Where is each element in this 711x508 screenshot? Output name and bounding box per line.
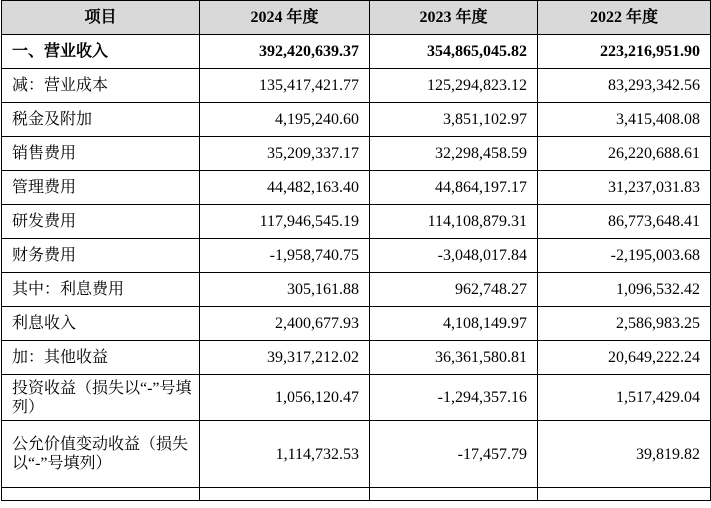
table-row-partial xyxy=(2,488,711,501)
row-label: 投资收益（损失以“-”号填列） xyxy=(2,375,200,421)
value-2024: 1,056,120.47 xyxy=(200,375,370,421)
table-row xyxy=(2,375,711,421)
value-2022: 31,237,031.83 xyxy=(538,171,711,205)
value-2024: 135,417,421.77 xyxy=(200,69,370,103)
row-label: 销售费用 xyxy=(2,137,200,171)
row-label: 其中：利息费用 xyxy=(2,273,200,307)
value-2022: 1,517,429.04 xyxy=(538,375,711,421)
value-2023: -3,048,017.84 xyxy=(370,239,538,273)
value-2024: 39,317,212.02 xyxy=(200,341,370,375)
value-2022: 20,649,222.24 xyxy=(538,341,711,375)
empty-cell xyxy=(370,488,538,501)
row-label: 财务费用 xyxy=(2,239,200,273)
empty-cell xyxy=(2,488,200,501)
row-label: 加：其他收益 xyxy=(2,341,200,375)
value-2022: 1,096,532.42 xyxy=(538,273,711,307)
value-2023: 36,361,580.81 xyxy=(370,341,538,375)
table-row xyxy=(2,239,711,273)
value-2024: 44,482,163.40 xyxy=(200,171,370,205)
value-2024: 305,161.88 xyxy=(200,273,370,307)
value-2022: 39,819.82 xyxy=(538,421,711,488)
value-2024: 392,420,639.37 xyxy=(200,35,370,69)
value-2022: 2,586,983.25 xyxy=(538,307,711,341)
row-label: 利息收入 xyxy=(2,307,200,341)
value-2023: -17,457.79 xyxy=(370,421,538,488)
value-2023: 114,108,879.31 xyxy=(370,205,538,239)
table-row xyxy=(2,421,711,488)
value-2022: 86,773,648.41 xyxy=(538,205,711,239)
value-2024: 2,400,677.93 xyxy=(200,307,370,341)
value-2024: 1,114,732.53 xyxy=(200,421,370,488)
table-row xyxy=(2,205,711,239)
value-2023: 125,294,823.12 xyxy=(370,69,538,103)
row-label: 研发费用 xyxy=(2,205,200,239)
row-label: 减：营业成本 xyxy=(2,69,200,103)
value-2023: 354,865,045.82 xyxy=(370,35,538,69)
value-2022: 3,415,408.08 xyxy=(538,103,711,137)
value-2023: 44,864,197.17 xyxy=(370,171,538,205)
row-label: 管理费用 xyxy=(2,171,200,205)
table-row xyxy=(2,273,711,307)
table-row xyxy=(2,137,711,171)
value-2024: 117,946,545.19 xyxy=(200,205,370,239)
empty-cell xyxy=(538,488,711,501)
value-2022: 83,293,342.56 xyxy=(538,69,711,103)
header-2024: 2024 年度 xyxy=(200,1,370,35)
value-2023: 3,851,102.97 xyxy=(370,103,538,137)
value-2023: 32,298,458.59 xyxy=(370,137,538,171)
table-row xyxy=(2,307,711,341)
income-statement-table xyxy=(1,0,711,501)
value-2023: 962,748.27 xyxy=(370,273,538,307)
header-row xyxy=(2,1,711,35)
row-label: 税金及附加 xyxy=(2,103,200,137)
value-2022: 26,220,688.61 xyxy=(538,137,711,171)
value-2024: 35,209,337.17 xyxy=(200,137,370,171)
header-item: 项目 xyxy=(2,1,200,35)
table-row xyxy=(2,35,711,69)
value-2023: 4,108,149.97 xyxy=(370,307,538,341)
table-row xyxy=(2,341,711,375)
header-2023: 2023 年度 xyxy=(370,1,538,35)
row-label: 一、营业收入 xyxy=(2,35,200,69)
value-2023: -1,294,357.16 xyxy=(370,375,538,421)
header-2022: 2022 年度 xyxy=(538,1,711,35)
value-2022: -2,195,003.68 xyxy=(538,239,711,273)
value-2024: -1,958,740.75 xyxy=(200,239,370,273)
table-row xyxy=(2,171,711,205)
value-2024: 4,195,240.60 xyxy=(200,103,370,137)
value-2022: 223,216,951.90 xyxy=(538,35,711,69)
empty-cell xyxy=(200,488,370,501)
table-row xyxy=(2,103,711,137)
table-row xyxy=(2,69,711,103)
row-label: 公允价值变动收益（损失以“-”号填列） xyxy=(2,421,200,488)
